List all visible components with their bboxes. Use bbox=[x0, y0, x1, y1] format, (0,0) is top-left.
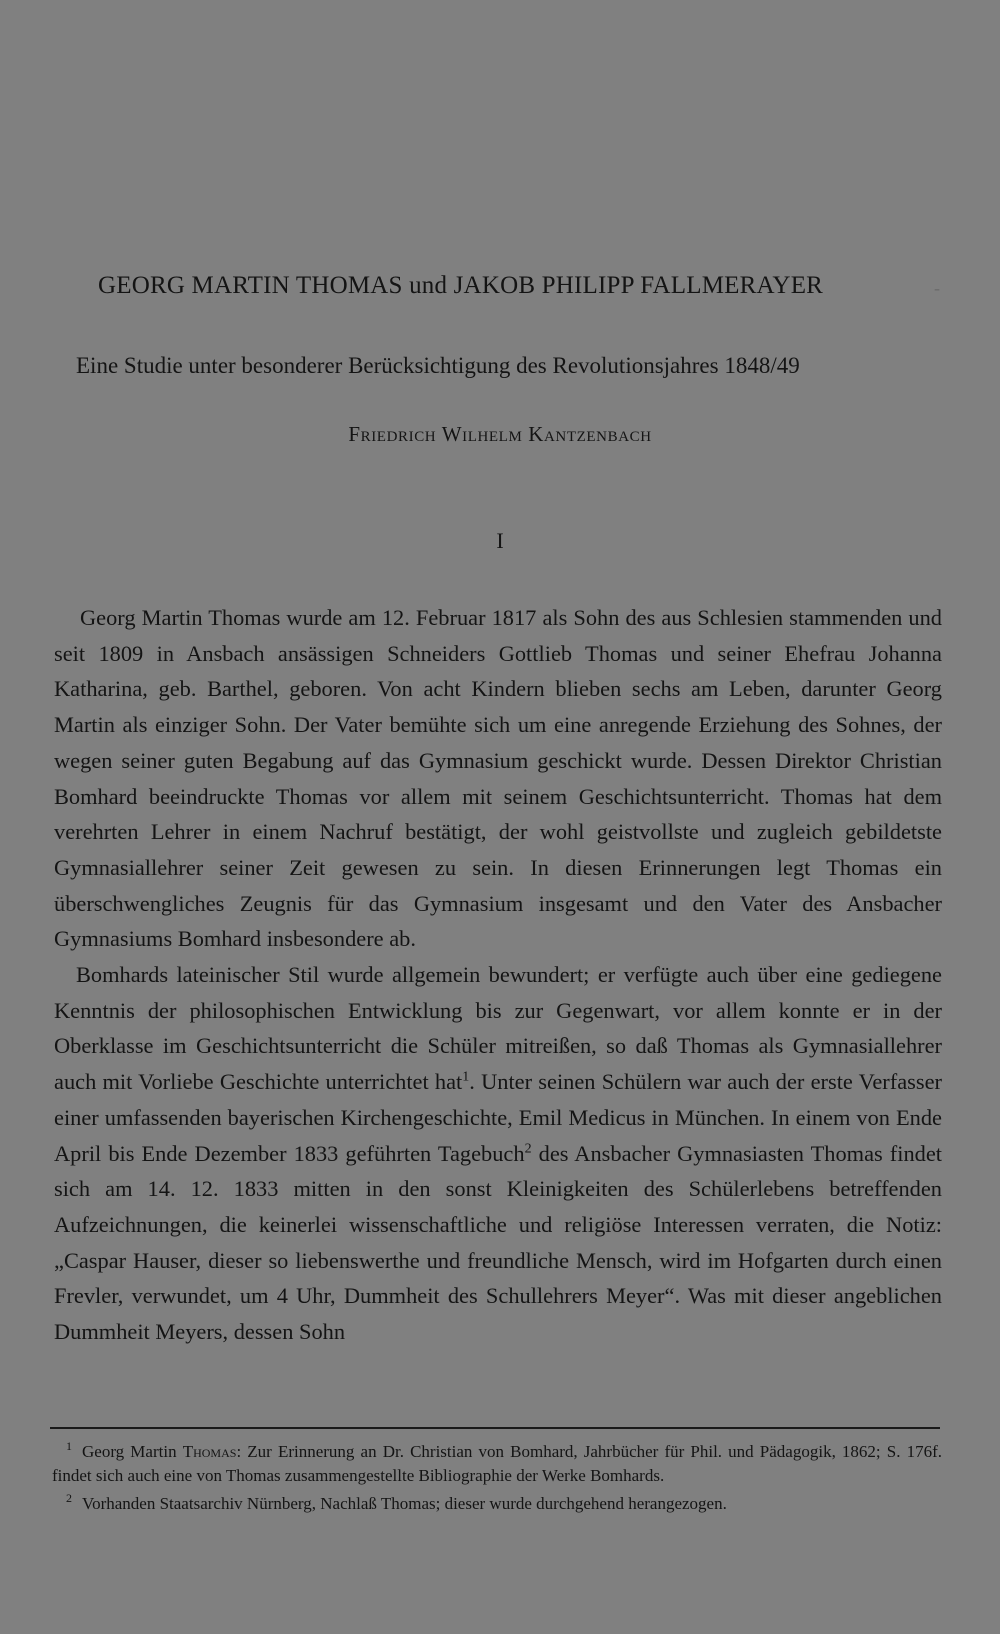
body-text bbox=[54, 600, 942, 1350]
article-subtitle: Eine Studie unter besonderer Berücksichtigung des Revolutionsjahres 1848/49 bbox=[76, 353, 800, 378]
paragraph-2-part-b: . Unter seinen Schülern war auch der erste Verfasser einer umfassenden bayerischen Kirchengeschichte, Emil Medicus in München. In einem von Ende April bis Ende Dezember 1833 geführten Tagebuch bbox=[54, 1069, 942, 1166]
title-mark: - bbox=[934, 278, 940, 298]
paragraph-2-part-a: Bomhards lateinischer Stil wurde allgemein bewundert; er verfügte auch über eine gediegene Kenntnis der philosophischen Entwicklung bis zur Gegenwart, vor allem konnte er in der Oberklasse im Geschichtsunterricht die Schüler mitreißen, so daß Thomas als Gymnasiallehrer auch mit Vorliebe Geschichte unterrichtet hat bbox=[54, 962, 942, 1095]
article-title: GEORG MARTIN THOMAS und JAKOB PHILIPP FALLMERAYER bbox=[98, 272, 824, 299]
footnote-2 bbox=[52, 1492, 942, 1516]
author-name: Friedrich Wilhelm Kantzenbach bbox=[348, 422, 652, 446]
footnote-marker-2[interactable]: 2 bbox=[524, 1141, 532, 1157]
footnote-1-number: 1 bbox=[66, 1439, 72, 1454]
footnotes bbox=[52, 1440, 942, 1520]
footnote-2-number: 2 bbox=[66, 1491, 72, 1506]
footnote-2-text: Vorhanden Staatsarchiv Nürnberg, Nachlaß Thomas; dieser wurde durchgehend herangezogen. bbox=[82, 1494, 727, 1513]
section-number: I bbox=[496, 528, 504, 553]
footnote-marker-1[interactable]: 1 bbox=[462, 1069, 470, 1085]
footnote-1-text: : Zur Erinnerung an Dr. Christian von Bomhard, Jahrbücher für Phil. und Pädagogik, 1862; S. 176f. findet sich auch eine von Thomas zusammengestellte Bibliographie der Werke Bomhards. bbox=[52, 1442, 943, 1485]
footnote-divider bbox=[50, 1427, 940, 1429]
footnote-1-author-surname: Thomas bbox=[182, 1442, 237, 1461]
paragraph-2-part-c: des Ansbacher Gymnasiasten Thomas findet sich am 14. 12. 1833 mitten in den sonst Kleinigkeiten des Schülerlebens betreffenden Aufzeichnungen, die keinerlei wissenschaftliche und religiöse Interessen verraten, die Notiz: „Caspar Hauser, dieser so liebenswerthe und freundliche Mensch, wird im Hofgarten durch einen Frevler, verwundet, um 4 Uhr, Dummheit des Schullehrers Meyer“. Was mit dieser angeblichen Dummheit Meyers, dessen Sohn bbox=[54, 1140, 942, 1345]
paragraph-1: Georg Martin Thomas wurde am 12. Februar 1817 als Sohn des aus Schlesien stammenden und seit 1809 in Ansbach ansässigen Schneiders Gottlieb Thomas und seiner Ehefrau Johanna Katharina, geb. Barthel, geboren. Von acht Kindern blieben sechs am Leben, darunter Georg Martin als einziger Sohn. Der Vater bemühte sich um eine anregende Erziehung des Sohnes, der wegen seiner guten Begabung auf das Gymnasium geschickt wurde. Dessen Direktor Christian Bomhard beeindruckte Thomas vor allem mit seinem Geschichtsunterricht. Thomas hat dem verehrten Lehrer in einem Nachruf bestätigt, der wohl geistvollste und zugleich gebildetste Gymnasiallehrer seiner Zeit gewesen zu sein. In diesen Erinnerungen legt Thomas ein überschwengliches Zeugnis für das Gymnasium insgesamt und den Vater des Ansbacher Gymnasiums Bomhard insbesondere ab. bbox=[54, 605, 942, 952]
footnote-1 bbox=[52, 1440, 942, 1488]
footnote-1-author-prefix: Georg Martin bbox=[82, 1442, 177, 1461]
paragraph-2 bbox=[54, 957, 942, 1350]
